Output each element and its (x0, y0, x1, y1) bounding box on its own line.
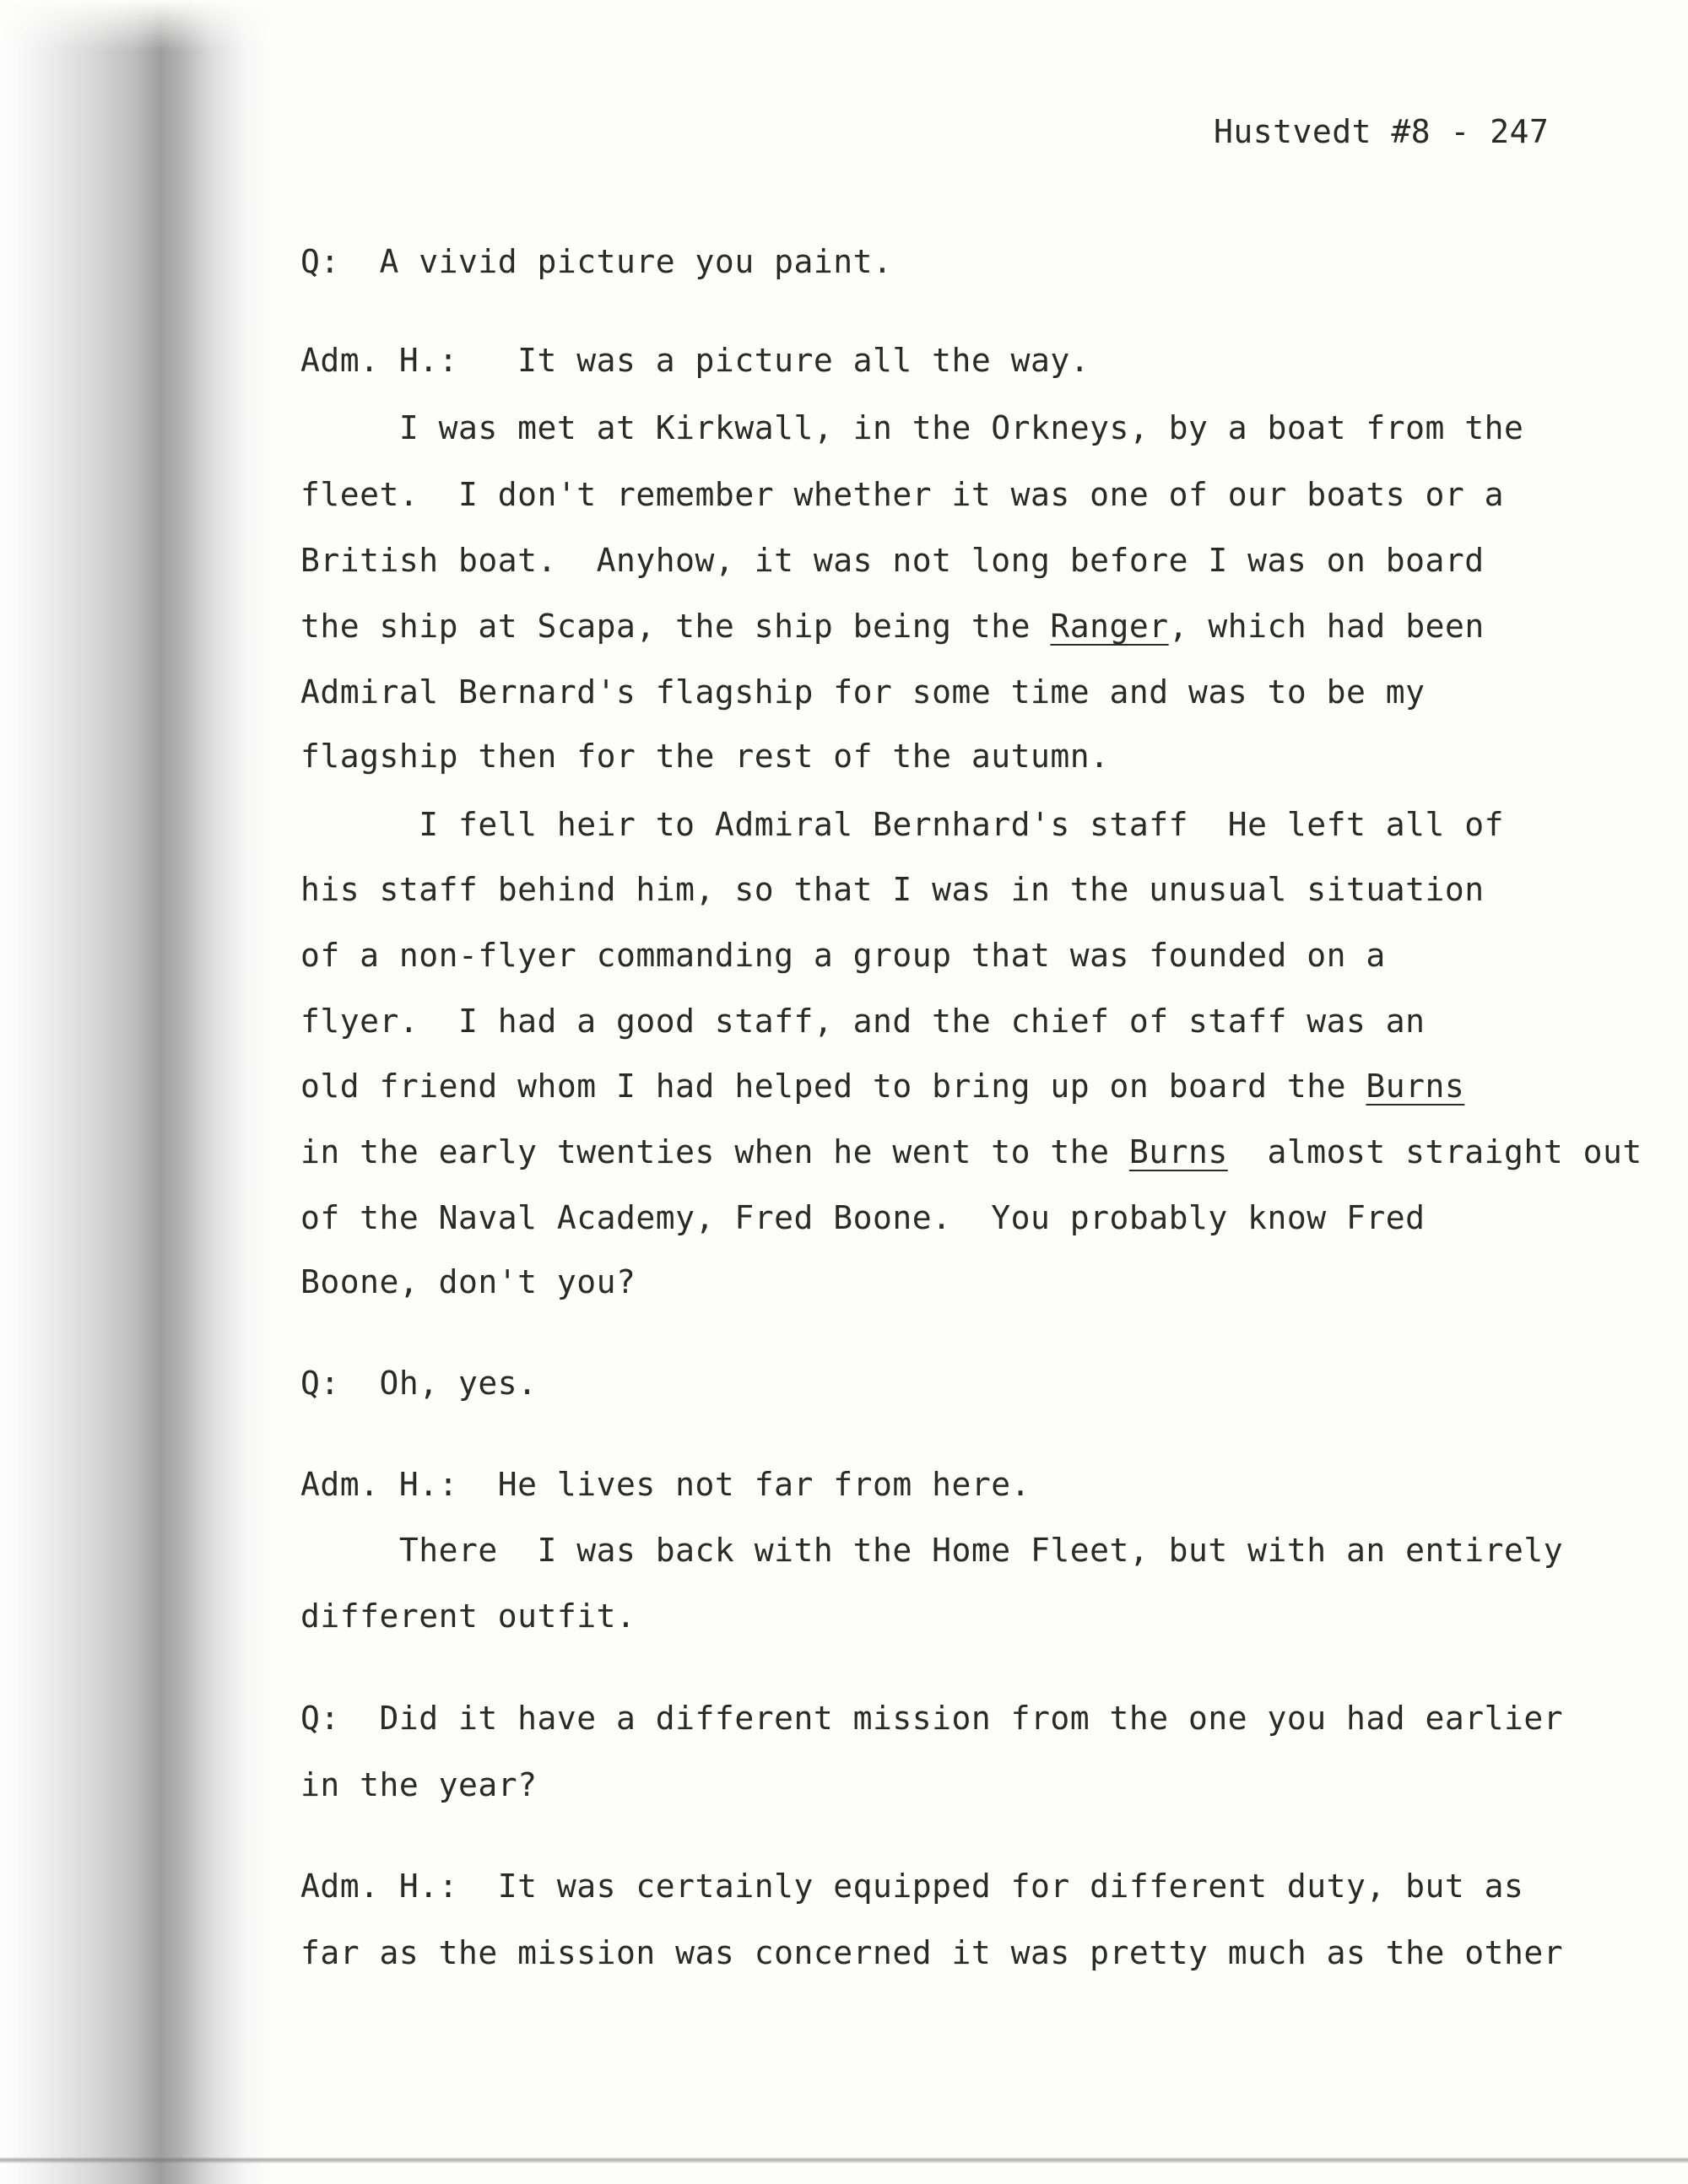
text-line: far as the mission was concerned it was pretty much as the other (300, 1934, 1564, 1971)
text-line: Admiral Bernard's flagship for some time and was to be my (300, 673, 1426, 711)
text-line: old friend whom I had helped to bring up on board the Burns (300, 1068, 1465, 1105)
text-line: I fell heir to Admiral Bernhard's staff He left all of (300, 806, 1505, 843)
ship-name-burns: Burns (1128, 1133, 1228, 1170)
answer-line: Adm. H.: It was certainly equipped for different duty, but as (300, 1868, 1524, 1905)
text-line: his staff behind him, so that I was in the unusual situation (300, 871, 1485, 908)
page-header: Hustvedt #8 - 247 (1214, 113, 1550, 150)
answer-line: Adm. H.: It was a picture all the way. (300, 342, 1090, 379)
ship-name-burns: Burns (1366, 1068, 1465, 1105)
question-line: Q: Oh, yes. (300, 1365, 538, 1402)
question-line: Q: Did it have a different mission from the one you had earlier (300, 1700, 1564, 1737)
page-bottom-edge (0, 2157, 1688, 2164)
text-line: of a non-flyer commanding a group that was founded on a (300, 937, 1386, 974)
text-line: I was met at Kirkwall, in the Orkneys, by a boat from the (300, 409, 1524, 446)
question-line: Q: A vivid picture you paint. (300, 243, 893, 280)
text-line: different outfit. (300, 1597, 636, 1635)
text-line: There I was back with the Home Fleet, but with an entirely (300, 1532, 1564, 1569)
ship-name-ranger: Ranger (1050, 608, 1169, 645)
text-line: the ship at Scapa, the ship being the Ranger, which had been (300, 608, 1485, 645)
text-line: British boat. Anyhow, it was not long before I was on board (300, 542, 1485, 579)
answer-line: Adm. H.: He lives not far from here. (300, 1466, 1031, 1503)
question-line: in the year? (300, 1766, 538, 1803)
binding-shadow (0, 0, 270, 2184)
text-line: fleet. I don't remember whether it was one of our boats or a (300, 476, 1505, 513)
text-line: in the early twenties when he went to the Burns almost straight out (300, 1133, 1642, 1170)
text-line: flyer. I had a good staff, and the chief of staff was an (300, 1003, 1426, 1040)
text-line: of the Naval Academy, Fred Boone. You probably know Fred (300, 1199, 1426, 1236)
text-line: flagship then for the rest of the autumn. (300, 738, 1110, 775)
text-line: Boone, don't you? (300, 1263, 636, 1300)
